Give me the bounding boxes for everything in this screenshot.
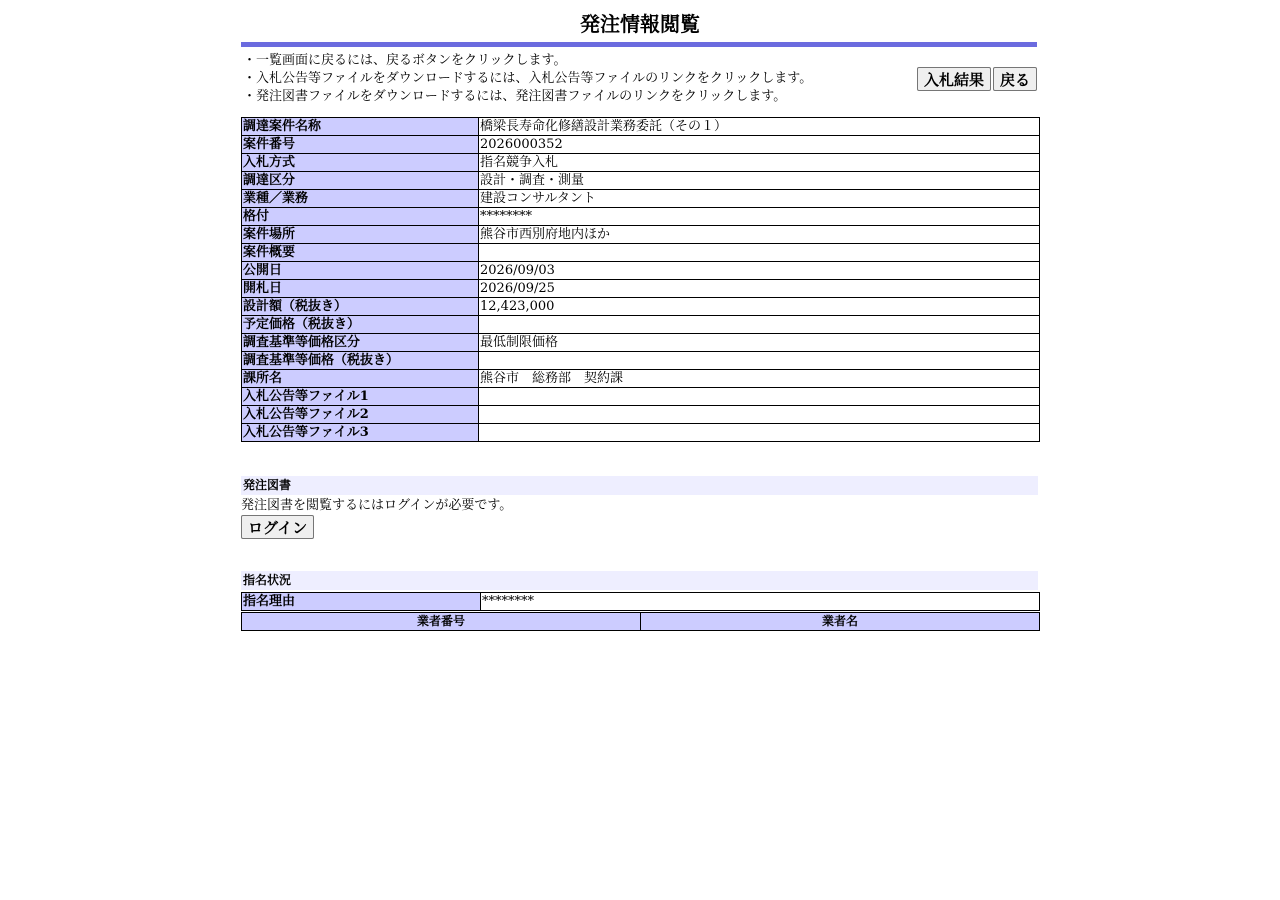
table-row <box>242 118 1040 136</box>
back-button[interactable]: 戻る <box>993 67 1037 91</box>
info-label: 設計額（税抜き） <box>242 298 479 316</box>
info-value <box>479 424 1040 442</box>
vendor-name-header: 業者名 <box>641 613 1040 631</box>
table-row <box>242 154 1040 172</box>
table-row <box>242 370 1040 388</box>
table-row <box>242 226 1040 244</box>
vendor-number-header: 業者番号 <box>242 613 641 631</box>
table-row <box>242 316 1040 334</box>
info-value <box>479 406 1040 424</box>
table-row <box>242 208 1040 226</box>
info-label: 開札日 <box>242 280 479 298</box>
info-label: 入札公告等ファイル2 <box>242 406 479 424</box>
info-value: 12,423,000 <box>479 298 1040 316</box>
info-value: 最低制限価格 <box>479 334 1040 352</box>
info-label: 予定価格（税抜き） <box>242 316 479 334</box>
info-label: 課所名 <box>242 370 479 388</box>
table-row <box>242 334 1040 352</box>
table-row <box>242 352 1040 370</box>
info-label: 調達案件名称 <box>242 118 479 136</box>
instructions <box>243 52 812 106</box>
procurement-info-table <box>241 117 1040 442</box>
info-value <box>479 244 1040 262</box>
documents-section-header: 発注図書 <box>241 476 1038 495</box>
info-label: 入札公告等ファイル1 <box>242 388 479 406</box>
table-row <box>242 262 1040 280</box>
vendor-table-header <box>242 613 1040 631</box>
instruction-line: ・一覧画面に戻るには、戻るボタンをクリックします。 <box>243 53 567 68</box>
table-row <box>242 406 1040 424</box>
table-row <box>242 172 1040 190</box>
info-label: 案件概要 <box>242 244 479 262</box>
info-label: 案件番号 <box>242 136 479 154</box>
info-value: 2026/09/03 <box>479 262 1040 280</box>
info-label: 入札公告等ファイル3 <box>242 424 479 442</box>
info-value: 熊谷市西別府地内ほか <box>479 226 1040 244</box>
designation-reason-table <box>241 592 1040 611</box>
info-value: 設計・調査・測量 <box>479 172 1040 190</box>
info-value <box>479 388 1040 406</box>
info-value <box>479 316 1040 334</box>
table-row <box>242 136 1040 154</box>
info-label: 調達区分 <box>242 172 479 190</box>
info-value: 熊谷市 総務部 契約課 <box>479 370 1040 388</box>
table-row <box>242 298 1040 316</box>
info-label: 調査基準等価格区分 <box>242 334 479 352</box>
info-label: 入札方式 <box>242 154 479 172</box>
page-container <box>241 0 1039 631</box>
info-label: 業種／業務 <box>242 190 479 208</box>
info-value <box>479 352 1040 370</box>
info-label: 案件場所 <box>242 226 479 244</box>
instruction-line: ・入札公告等ファイルをダウンロードするには、入札公告等ファイルのリンクをクリックします。 <box>243 71 813 86</box>
info-label: 公開日 <box>242 262 479 280</box>
info-value: 建設コンサルタント <box>479 190 1040 208</box>
page-title: 発注情報閲覧 <box>580 12 700 36</box>
login-button[interactable]: ログイン <box>241 515 314 539</box>
vendor-table <box>241 612 1040 631</box>
info-label: 調査基準等価格（税抜き） <box>242 352 479 370</box>
info-value: 指名競争入札 <box>479 154 1040 172</box>
info-value: ******** <box>479 208 1040 226</box>
designation-section-header: 指名状況 <box>241 571 1038 590</box>
info-label: 格付 <box>242 208 479 226</box>
table-row <box>242 388 1040 406</box>
login-required-message: 発注図書を閲覧するにはログインが必要です。 <box>241 498 513 513</box>
instructions-row <box>241 47 1039 117</box>
instruction-line: ・発注図書ファイルをダウンロードするには、発注図書ファイルのリンクをクリックします。 <box>243 89 787 104</box>
table-row <box>242 190 1040 208</box>
info-value: 2026/09/25 <box>479 280 1040 298</box>
table-row <box>242 244 1040 262</box>
bid-result-button[interactable]: 入札結果 <box>917 67 991 91</box>
designation-reason-label: 指名理由 <box>242 593 481 611</box>
info-value: 橋梁長寿命化修繕設計業務委託（その１） <box>479 118 1040 136</box>
designation-reason-value: ******** <box>481 593 1040 611</box>
table-row <box>242 593 1040 611</box>
action-buttons <box>915 67 1037 91</box>
table-row <box>242 280 1040 298</box>
info-value: 2026000352 <box>479 136 1040 154</box>
table-row <box>242 424 1040 442</box>
